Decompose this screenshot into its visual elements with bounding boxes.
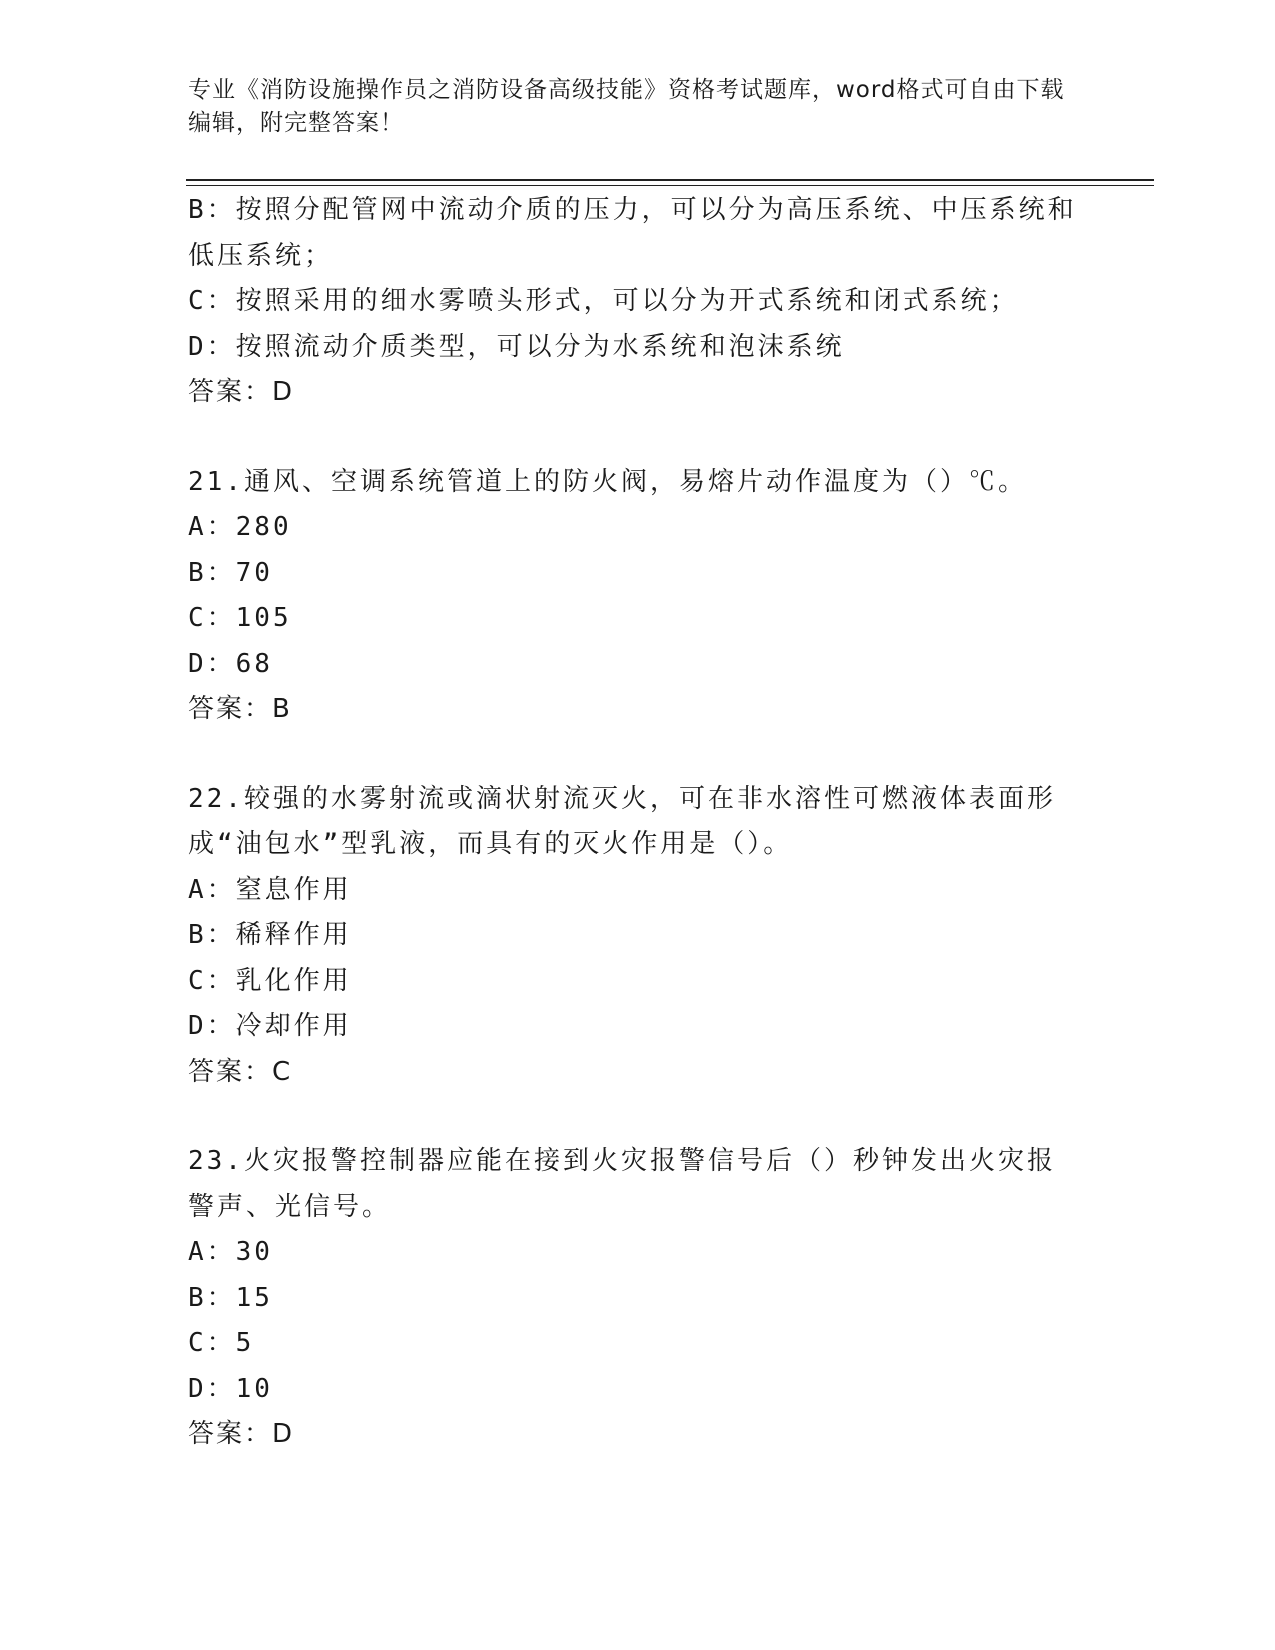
question-23: [188, 1139, 1078, 1458]
answer-line: 答案：C: [188, 1056, 293, 1087]
question-stem: 21.通风、空调系统管道上的防火阀，易熔片动作温度为（）℃。: [188, 466, 1027, 497]
spacer: [188, 733, 1078, 777]
header-divider-thin: [186, 185, 1154, 186]
option-c: C：5: [188, 1328, 255, 1358]
option-d: D：68: [188, 648, 273, 679]
option-c: C：105: [188, 603, 292, 633]
question-22: [188, 777, 1078, 1096]
document-header: [188, 74, 1088, 140]
option-c: C：乳化作用: [188, 965, 352, 996]
answer-line: 答案：D: [188, 377, 295, 407]
option-b: B：稀释作用: [188, 920, 352, 950]
question-stem: 23.火灾报警控制器应能在接到火灾报警信号后（）秒钟发出火灾报警声、光信号。: [188, 1146, 1056, 1222]
option-a: A：窒息作用: [188, 874, 352, 905]
spacer: [188, 416, 1078, 460]
header-divider-thick: [186, 179, 1154, 181]
option-d: D：冷却作用: [188, 1011, 352, 1041]
option-a: A：30: [188, 1237, 273, 1267]
answer-line: 答案：D: [188, 1419, 295, 1449]
answer-line: 答案：B: [188, 694, 292, 724]
question-21: [188, 460, 1078, 733]
option-a: A：280: [188, 512, 292, 542]
option-b: B：按照分配管网中流动介质的压力，可以分为高压系统、中压系统和低压系统；: [188, 195, 1077, 271]
option-b: B：70: [188, 557, 273, 588]
question-stem: 22.较强的水雾射流或滴状射流灭火，可在非水溶性可燃液体表面形成“油包水”型乳液，而具有的灭火作用是（）。: [188, 783, 1056, 859]
header-text: 专业《消防设施操作员之消防设备高级技能》资格考试题库，word格式可自由下载编辑，附完整答案！: [188, 77, 1065, 136]
option-d: D：按照流动介质类型，可以分为水系统和泡沫系统: [188, 331, 845, 362]
question-content: [188, 188, 1078, 1458]
prev-question-block: [188, 188, 1078, 416]
spacer: [188, 1095, 1078, 1139]
option-d: D：10: [188, 1373, 273, 1404]
option-b: B：15: [188, 1282, 273, 1313]
option-c: C：按照采用的细水雾喷头形式，可以分为开式系统和闭式系统；: [188, 286, 1019, 316]
